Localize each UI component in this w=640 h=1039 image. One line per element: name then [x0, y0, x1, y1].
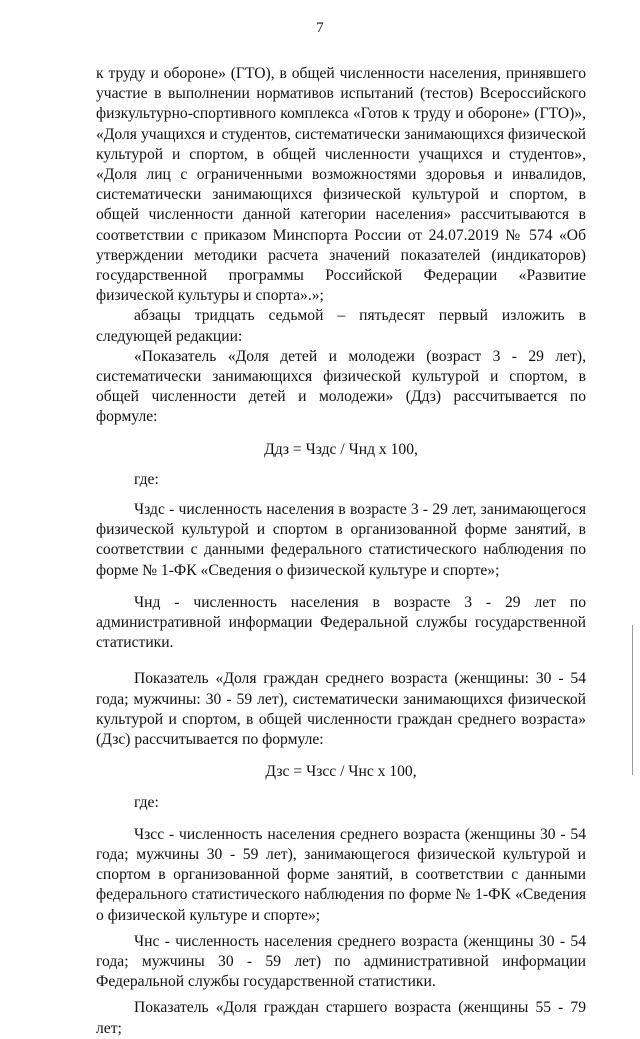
where-label: где: — [134, 793, 159, 811]
formula-children: Ддз = Чздс / Чнд х 100, — [264, 440, 418, 458]
definition-chzss: Чзсс - численность населения среднего возраста (женщины 30 - 54 года; мужчины 30 - 59 лет), занимающегося физической культурой и спортом в организованной форме занятий, в соответствии с данными федерального статистического наблюдения по форме № 1-ФК «Сведения о физической культуре и спорте»; — [96, 825, 586, 924]
formula-middle-age: Дзс = Чзсс / Чнс х 100, — [265, 763, 417, 781]
scan-edge-line — [632, 625, 633, 775]
paragraph-middle-age-indicator: Показатель «Доля граждан среднего возраста (женщины: 30 - 54 года; мужчины: 30 - 59 лет), систематически занимающихся физической культурой и спортом, в общей численности граждан среднего возраста» (Дзс) рассчитывается по формуле: — [96, 670, 586, 749]
definition-chns: Чнс - численность населения среднего возраста (женщины 30 - 54 года; мужчины 30 - 59 лет) по административной информации Федеральной службы государственной статистики. — [96, 932, 586, 991]
paragraph-children-indicator: «Показатель «Доля детей и молодежи (возраст 3 - 29 лет), систематически занимающихся физической культурой и спортом, в общей численности детей и молодежи» (Ддз) рассчитывается по формуле: — [96, 347, 586, 426]
definition-chnd: Чнд - численность населения в возрасте 3 - 29 лет по административной информации Федеральной службы государственной статистики. — [96, 593, 586, 652]
document-body — [96, 64, 586, 1039]
paragraph-senior-indicator: Показатель «Доля граждан старшего возраста (женщины 55 - 79 лет; — [96, 999, 586, 1037]
paragraph-gto-indicators: к труду и обороне» (ГТО), в общей численности населения, принявшего участие в выполнении нормативов испытаний (тестов) Всероссийского физкультурно-спортивного комплекса «Готов к труду и обороне» (ГТО)», «Доля учащихся и студентов, систематически занимающихся физической культурой и спортом, в общей численности учащихся и студентов», «Доля лиц с ограниченными возможностями здоровья и инвалидов, систематически занимающихся физической культурой и спортом, в общей численности данной категории населения» рассчитываются в соответствии с приказом Минспорта России от 24.07.2019 № 574 «Об утверждении методики расчета значений показателей (индикаторов) государственной программы Российской Федерации «Развитие физической культуры и спорта».»; — [96, 65, 586, 305]
definition-chzds: Чздс - численность населения в возрасте 3 - 29 лет, занимающегося физической культурой и спортом в организованной форме занятий, в соответствии с данными федерального статистического наблюдения по форме № 1-ФК «Сведения о физической культуре и спорте»; — [96, 501, 586, 579]
paragraph-amendment-intro: абзацы тридцать седьмой – пятьдесят первый изложить в следующей редакции: — [96, 307, 586, 345]
where-label: где: — [134, 470, 159, 488]
page-number: 7 — [316, 20, 324, 36]
